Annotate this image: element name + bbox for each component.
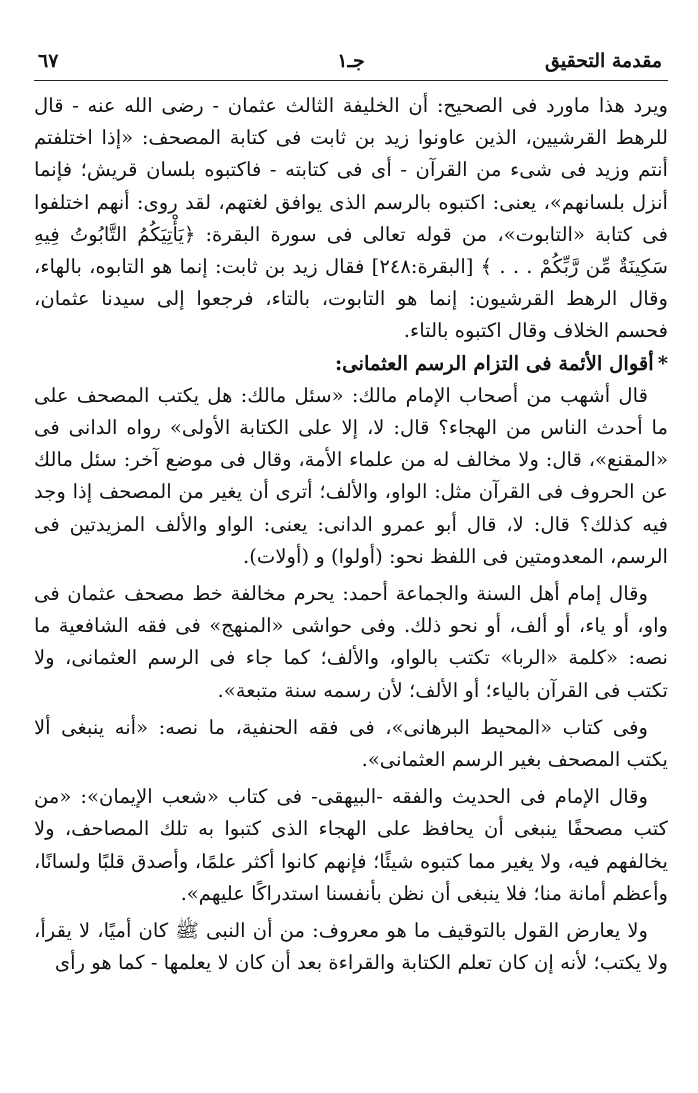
heading-marker: * [657,351,668,375]
page-body [34,90,668,979]
section-heading [34,348,668,380]
heading-text: أقوال الأئمة فى التزام الرسم العثمانى: [334,351,654,375]
paragraph: وقال إمام أهل السنة والجماعة أحمد: يحرم مخالفة خط مصحف عثمان فى واو، أو ياء، أو ألف، أو نحو ذلك. وفى حواشى «المنهج» فى فقه الشافعية ما نصه: «كلمة «الربا» تكتب بالواو، والألف؛ كما جاء فى الرسم العثمانى، ولا تكتب فى القرآن بالياء؛ أو الألف؛ لأن رسمه سنة متبعة». [34,582,668,702]
paragraph: قال أشهب من أصحاب الإمام مالك: «سئل مالك: هل يكتب المصحف على ما أحدث الناس من الهجاء؟ قال: لا، إلا على الكتابة الأولى» رواه الدانى فى «المقنع»، قال: ولا مخالف له من علماء الأمة، وقال فى موضع آخر: سئل مالك عن الحروف فى القرآن مثل: الواو، والألف؛ أترى أن يغير من المصحف إذا وجد فيه كذلك؟ قال: لا، قال أبو عمرو الدانى: يعنى: الواو والألف المزيدتين فى الرسم، المعدومتين فى اللفظ نحو: (أولوا) و (أولات). [34,383,668,568]
page-number: ٦٧ [38,50,59,72]
paragraph: ولا يعارض القول بالتوقيف ما هو معروف: من أن النبى ﷺ كان أميًا، لا يقرأ، ولا يكتب؛ لأنه إن كان تعلم الكتابة والقراءة بعد أن كان لا يعلمها - كما هو رأى [34,919,668,975]
running-title: مقدمة التحقيق [545,50,662,72]
paragraph: ويرد هذا ماورد فى الصحيح: أن الخليفة الثالث عثمان - رضى الله عنه - قال للرهط القرشيين، الذين عاونوا زيد بن ثابت فى كتابة المصحف: «إذا اختلفتم أنتم وزيد فى شىء من القرآن - أى فى كتابته - فاكتبوه بلسان قريش؛ فإنما أنزل بلسانهم»، يعنى: اكتبوه بالرسم الذى يوافق لغتهم، لقد روى: أنهم اختلفوا فى كتابة «التابوت»، من قوله تعالى فى سورة البقرة: ﴿يَأْتِيَكُمُ التَّابُوتُ فِيهِ سَكِينَةٌ مِّن رَّبِّكُمْ . . . ﴾ [البقرة:٢٤٨] فقال زيد بن ثابت: إنما هو التابوه، بالهاء، وقال الرهط القرشيون: إنما هو التابوت، بالتاء، فرجعوا إلى سيدنا عثمان، فحسم الخلاف وقال اكتبوه بالتاء. [34,94,668,343]
page-header [34,46,668,81]
paragraph: وفى كتاب «المحيط البرهانى»، فى فقه الحنفية، ما نصه: «أنه ينبغى ألا يكتب المصحف بغير الرسم العثمانى». [34,715,668,772]
paragraph: وقال الإمام فى الحديث والفقه -البيهقى- فى كتاب «شعب الإيمان»: «من كتب مصحفًا ينبغى أن يحافظ على الهجاء الذى كتبوا به تلك المصاحف، ولا يخالفهم فيه، ولا يغير مما كتبوه شيئًا؛ فإنهم كانوا أكثر علمًا، وأصدق قلبًا ولسانًا، وأعظم أمانة منا؛ فلا ينبغى أن نظن بأنفسنا استدراكًا عليهم». [34,785,668,905]
volume-label: جـ١ [337,50,365,72]
